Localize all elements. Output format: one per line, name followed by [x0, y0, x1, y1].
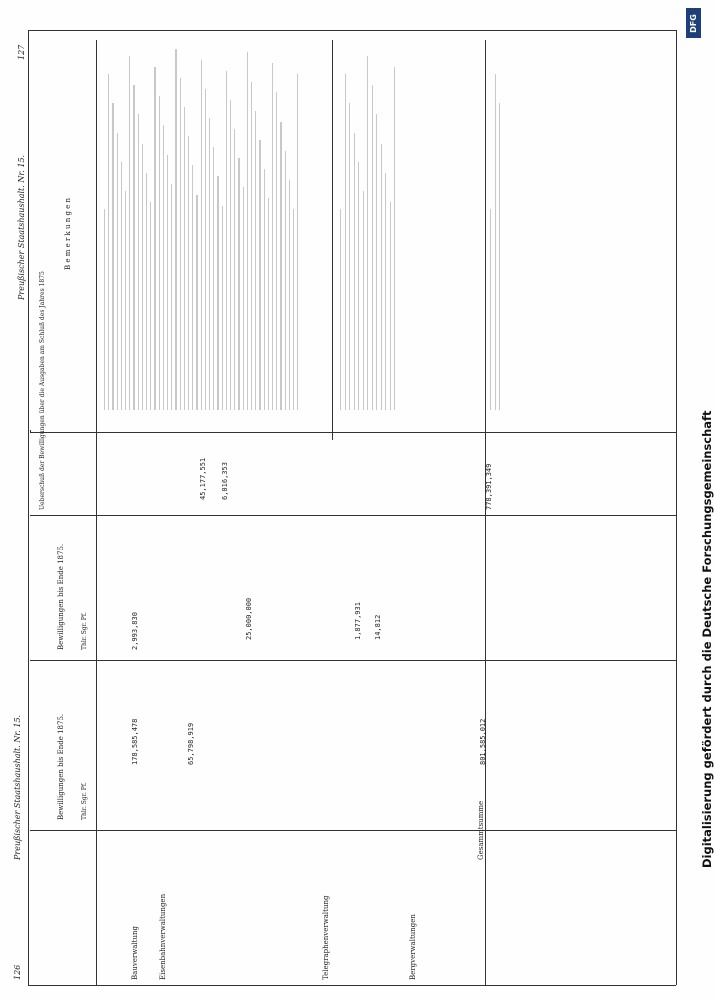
row-label: Gesammtsumme: [477, 800, 485, 860]
illegible-text-line: [255, 111, 256, 410]
table-rule: [485, 40, 486, 985]
illegible-text-line: [259, 140, 260, 410]
value-cell: 65,798,919: [187, 722, 195, 765]
illegible-text-line: [363, 191, 364, 410]
table-rule: [30, 660, 676, 661]
illegible-text-line: [138, 114, 139, 410]
value-cell: 45,177,551: [199, 457, 207, 500]
right-page-number: 127: [17, 44, 26, 60]
illegible-text-line: [188, 136, 189, 410]
value-cell: 801,585,012: [479, 718, 487, 765]
row-label: Bergverwaltungen: [409, 914, 417, 980]
illegible-text-line: [184, 107, 185, 410]
illegible-text-line: [276, 92, 277, 410]
value-cell: 2,993,830: [131, 612, 139, 650]
left-page-number: 126: [13, 964, 22, 980]
row-label: Telegraphenverwaltung: [322, 895, 330, 980]
remarks-heading: B e m e r k u n g e n: [64, 197, 72, 270]
illegible-text-line: [490, 209, 491, 410]
illegible-text-line: [159, 96, 160, 410]
illegible-text-line: [289, 180, 290, 410]
dfg-credit-text: Digitalisierung gefördert durch die Deutsche Forschungsgemeinschaft: [700, 410, 714, 868]
left-running-head: Preußischer Staatshaushalt. Nr. 15.: [13, 714, 22, 860]
table-rule: [30, 515, 676, 516]
illegible-text-line: [251, 82, 252, 411]
left-border-line: [28, 30, 29, 985]
value-cell: 14,812: [374, 614, 382, 640]
illegible-text-line: [293, 209, 294, 410]
illegible-text-line: [129, 56, 130, 410]
value-cell: 1,877,931: [354, 602, 362, 640]
illegible-text-line: [121, 162, 122, 410]
row-label: Bauverwaltung: [131, 926, 139, 980]
value-cell: 6,016,353: [221, 462, 229, 500]
remainder-header: Ueberschuß der Bewilligungen über die Ausgaben am Schluß des Jahres 1875: [39, 271, 46, 510]
illegible-text-line: [372, 85, 373, 410]
row-label: Eisenbahnverwaltungen: [159, 893, 167, 980]
illegible-text-line: [495, 74, 496, 410]
illegible-text-line: [272, 63, 273, 410]
illegible-text-line: [264, 169, 265, 410]
illegible-text-line: [349, 103, 350, 410]
illegible-text-line: [104, 209, 105, 410]
top-border-line: [28, 30, 676, 31]
right-border-line: [676, 30, 677, 985]
table-rule: [30, 830, 676, 831]
illegible-text-line: [205, 89, 206, 410]
right-running-head: Preußischer Staatshaushalt. Nr. 15.: [17, 154, 26, 300]
illegible-text-line: [385, 173, 386, 410]
illegible-text-line: [209, 118, 210, 410]
illegible-text-line: [196, 195, 197, 410]
illegible-text-line: [222, 206, 223, 410]
illegible-text-line: [217, 176, 218, 410]
bottom-border-line: [28, 985, 676, 986]
illegible-text-line: [238, 158, 239, 410]
illegible-text-line: [354, 133, 355, 410]
illegible-text-line: [247, 52, 248, 410]
illegible-text-line: [243, 187, 244, 410]
illegible-text-line: [230, 100, 231, 410]
illegible-text-line: [234, 129, 235, 410]
illegible-text-line: [499, 103, 500, 410]
table-rule: [332, 40, 333, 440]
value-cell: 178,585,478: [131, 718, 139, 765]
column-header-bewilligungen: Bewilligungen bis Ende 1875.: [57, 543, 65, 650]
unit-header: Thlr. Sgr. Pf.: [81, 612, 88, 650]
dfg-logo: DFG: [686, 8, 701, 38]
illegible-text-line: [367, 56, 368, 410]
illegible-text-line: [180, 78, 181, 410]
illegible-text-line: [117, 133, 118, 410]
illegible-text-line: [381, 144, 382, 410]
illegible-text-line: [154, 67, 155, 410]
column-header-bewilligungen-2: Bewilligungen bis Ende 1875.: [57, 713, 65, 820]
illegible-text-line: [268, 198, 269, 410]
illegible-text-line: [297, 74, 298, 410]
illegible-text-line: [285, 151, 286, 410]
illegible-text-line: [376, 114, 377, 410]
unit-header-2: Thlr. Sgr. Pf.: [81, 782, 88, 820]
illegible-text-line: [340, 209, 341, 410]
illegible-text-line: [142, 144, 143, 410]
illegible-text-line: [390, 202, 391, 410]
illegible-text-line: [112, 103, 113, 410]
illegible-text-line: [167, 155, 168, 411]
illegible-text-line: [146, 173, 147, 410]
illegible-text-line: [201, 60, 202, 410]
illegible-text-line: [226, 71, 227, 410]
table-rule: [30, 432, 676, 433]
illegible-text-line: [192, 165, 193, 410]
illegible-text-line: [163, 125, 164, 410]
illegible-text-line: [358, 162, 359, 410]
illegible-text-line: [171, 184, 172, 410]
table-rule: [96, 40, 97, 985]
illegible-text-line: [345, 74, 346, 410]
illegible-text-line: [394, 67, 395, 410]
value-cell: 778,391,349: [485, 463, 493, 510]
illegible-text-line: [133, 85, 134, 410]
value-cell: 25,000,000: [245, 597, 253, 640]
illegible-text-line: [175, 49, 176, 410]
illegible-text-line: [108, 74, 109, 410]
illegible-text-line: [125, 191, 126, 410]
illegible-text-line: [280, 122, 281, 410]
illegible-text-line: [213, 147, 214, 410]
illegible-text-line: [150, 202, 151, 410]
